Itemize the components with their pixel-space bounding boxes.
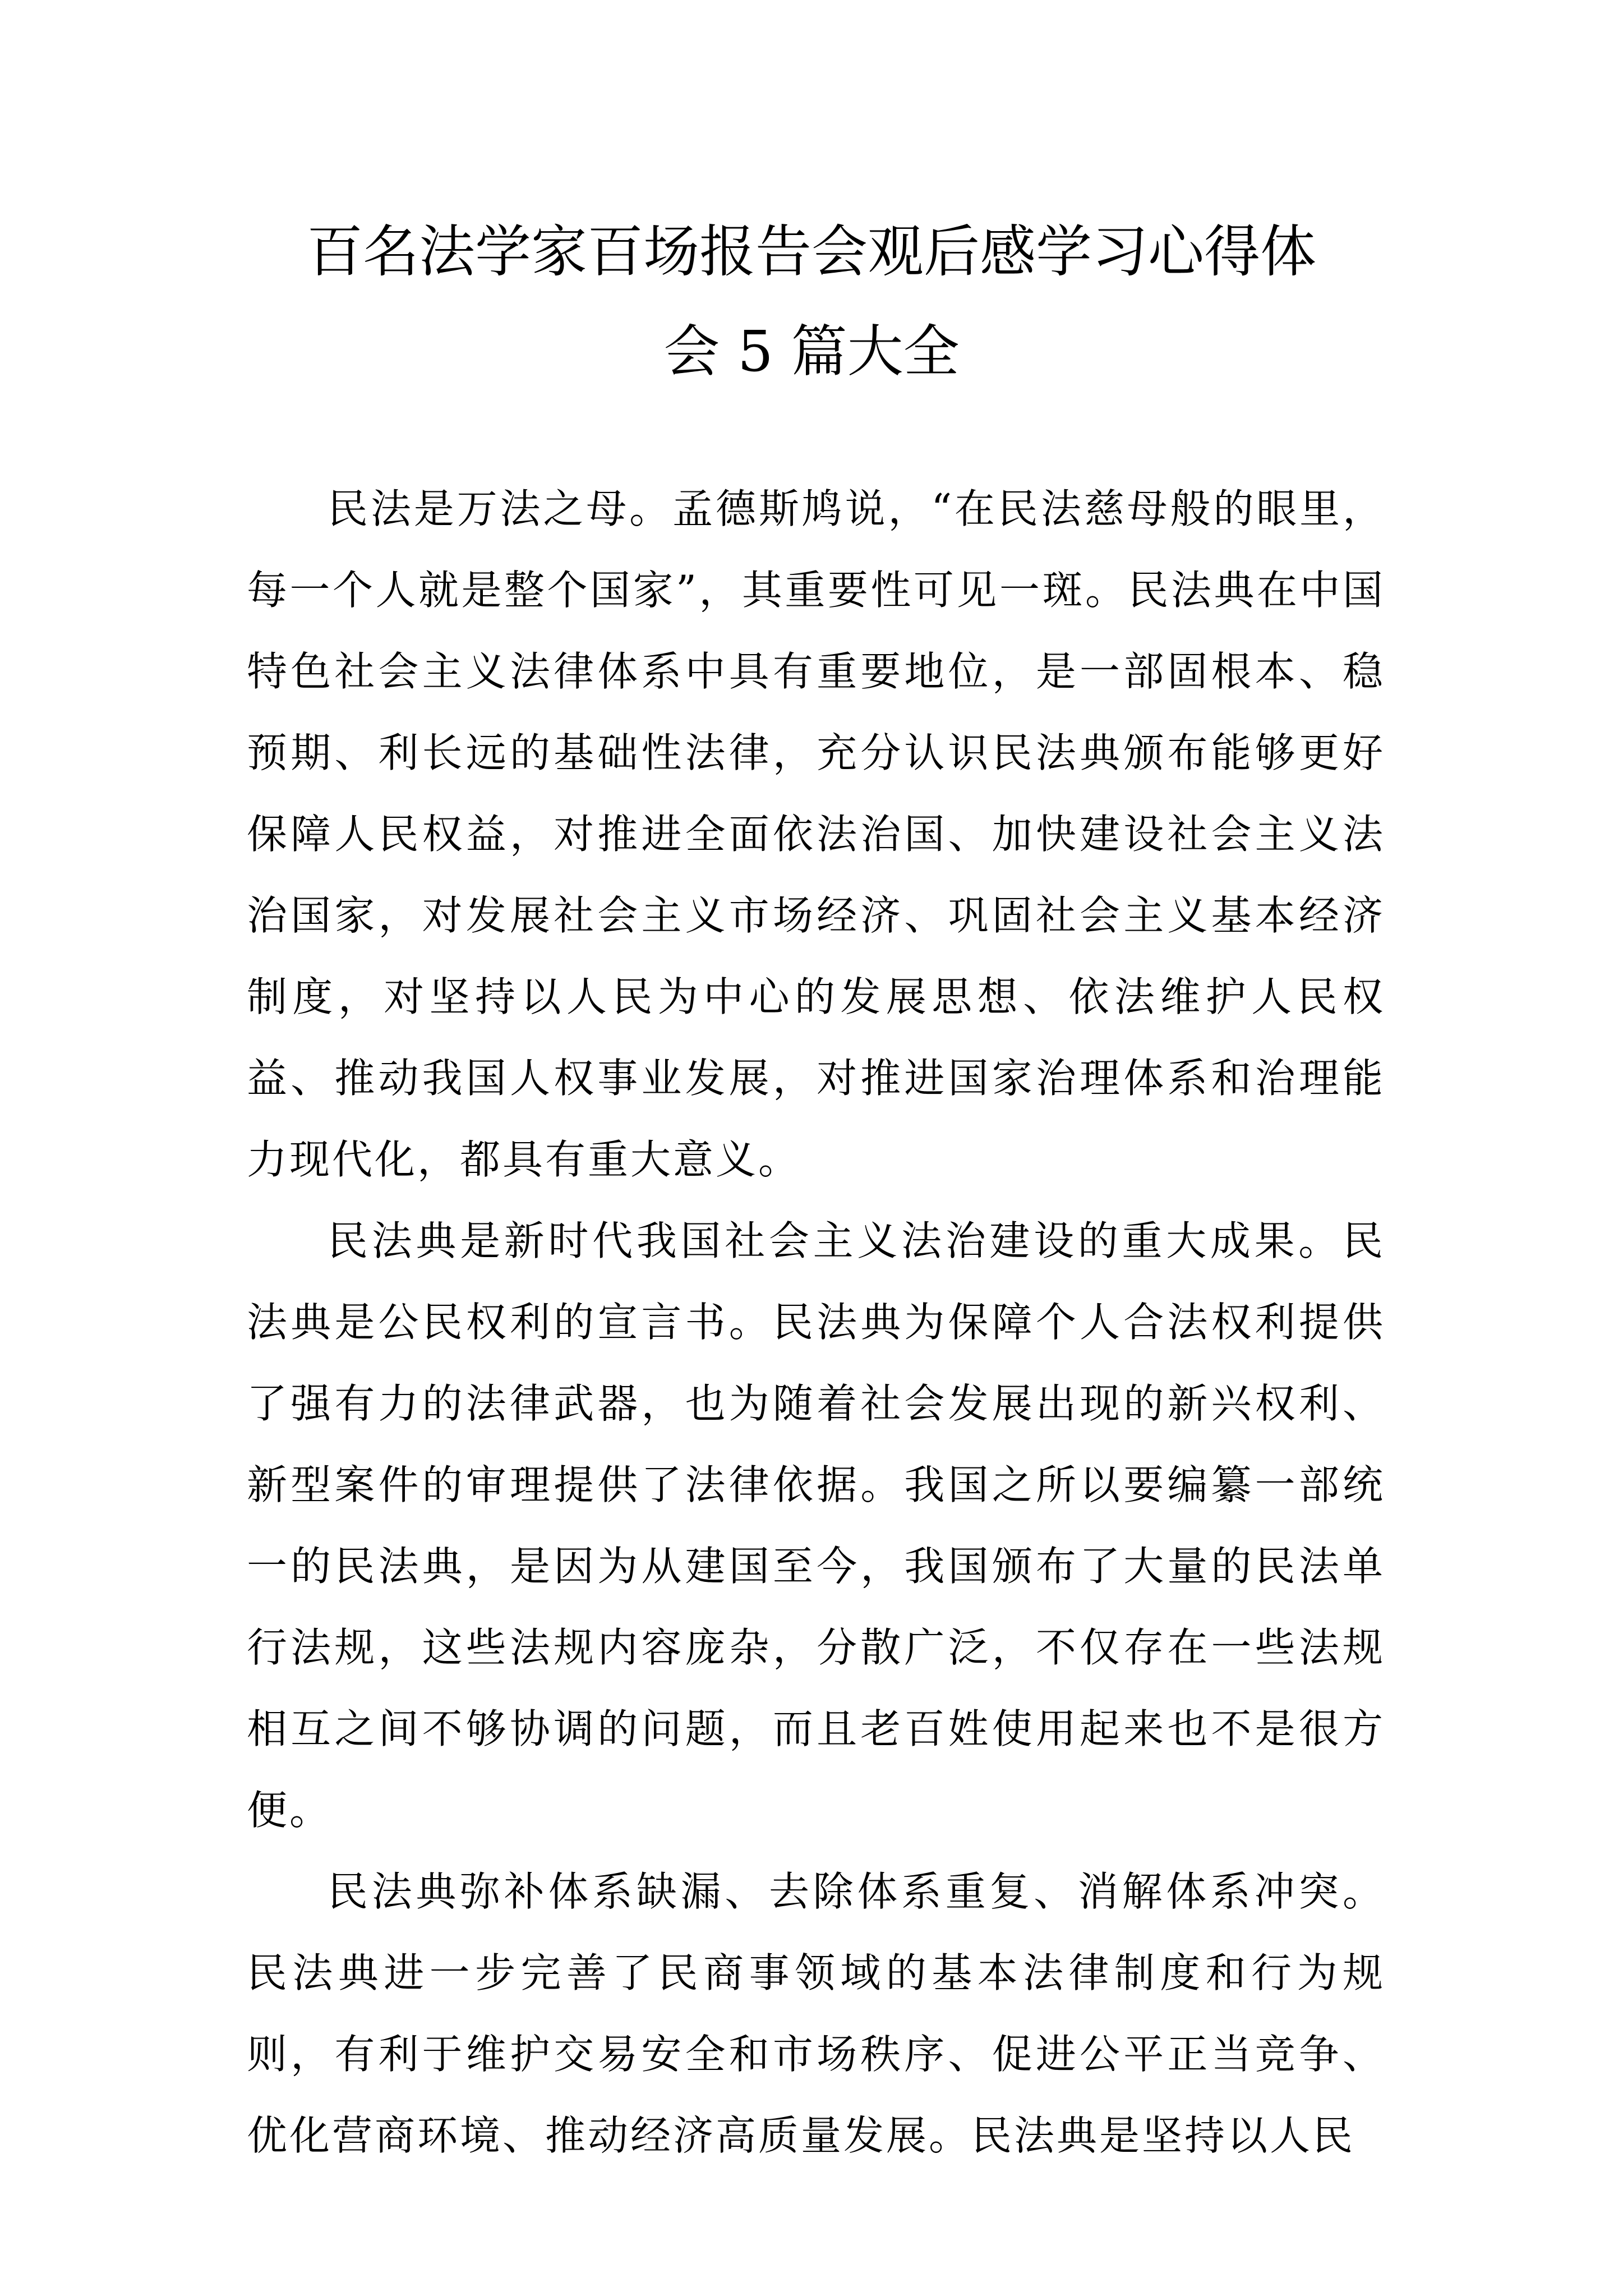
paragraph: 民法典弥补体系缺漏、去除体系重复、消解体系冲突。民法典进一步完善了民商事领域的基本法律制度和行为规则，有利于维护交易安全和市场秩序、促进公平正当竞争、优化营商环境、推动经济高质量发展。民法典是坚持以人民 [247,1868,1385,2159]
title-line-1: 百名法学家百场报告会观后感学习心得体 [307,219,1316,284]
paragraph: 民法典是新时代我国社会主义法治建设的重大成果。民法典是公民权利的宣言书。民法典为保障个人合法权利提供了强有力的法律武器，也为随着社会发展出现的新兴权利、新型案件的审理提供了法律依据。我国之所以要编纂一部统一的民法典，是因为从建国至今，我国颁布了大量的民法单行法规，这些法规内容庞杂，分散广泛，不仅存在一些法规相互之间不够协调的问题，而且老百姓使用起来也不是很方便。 [247,1217,1385,1834]
document-body [247,468,1385,2177]
title-line-2: 会 5 篇大全 [663,319,960,384]
paragraph: 民法是万法之母。孟德斯鸠说，“在民法慈母般的眼里，每一个人就是整个国家”，其重要性可见一斑。民法典在中国特色社会主义法律体系中具有重要地位，是一部固根本、稳预期、利长远的基础性法律，充分认识民法典颁布能够更好保障人民权益，对推进全面依法治国、加快建设社会主义法治国家，对发展社会主义市场经济、巩固社会主义基本经济制度，对坚持以人民为中心的发展思想、依法维护人民权益、推动我国人权事业发展，对推进国家治理体系和治理能力现代化，都具有重大意义。 [247,485,1385,1183]
document-title [168,202,1455,402]
